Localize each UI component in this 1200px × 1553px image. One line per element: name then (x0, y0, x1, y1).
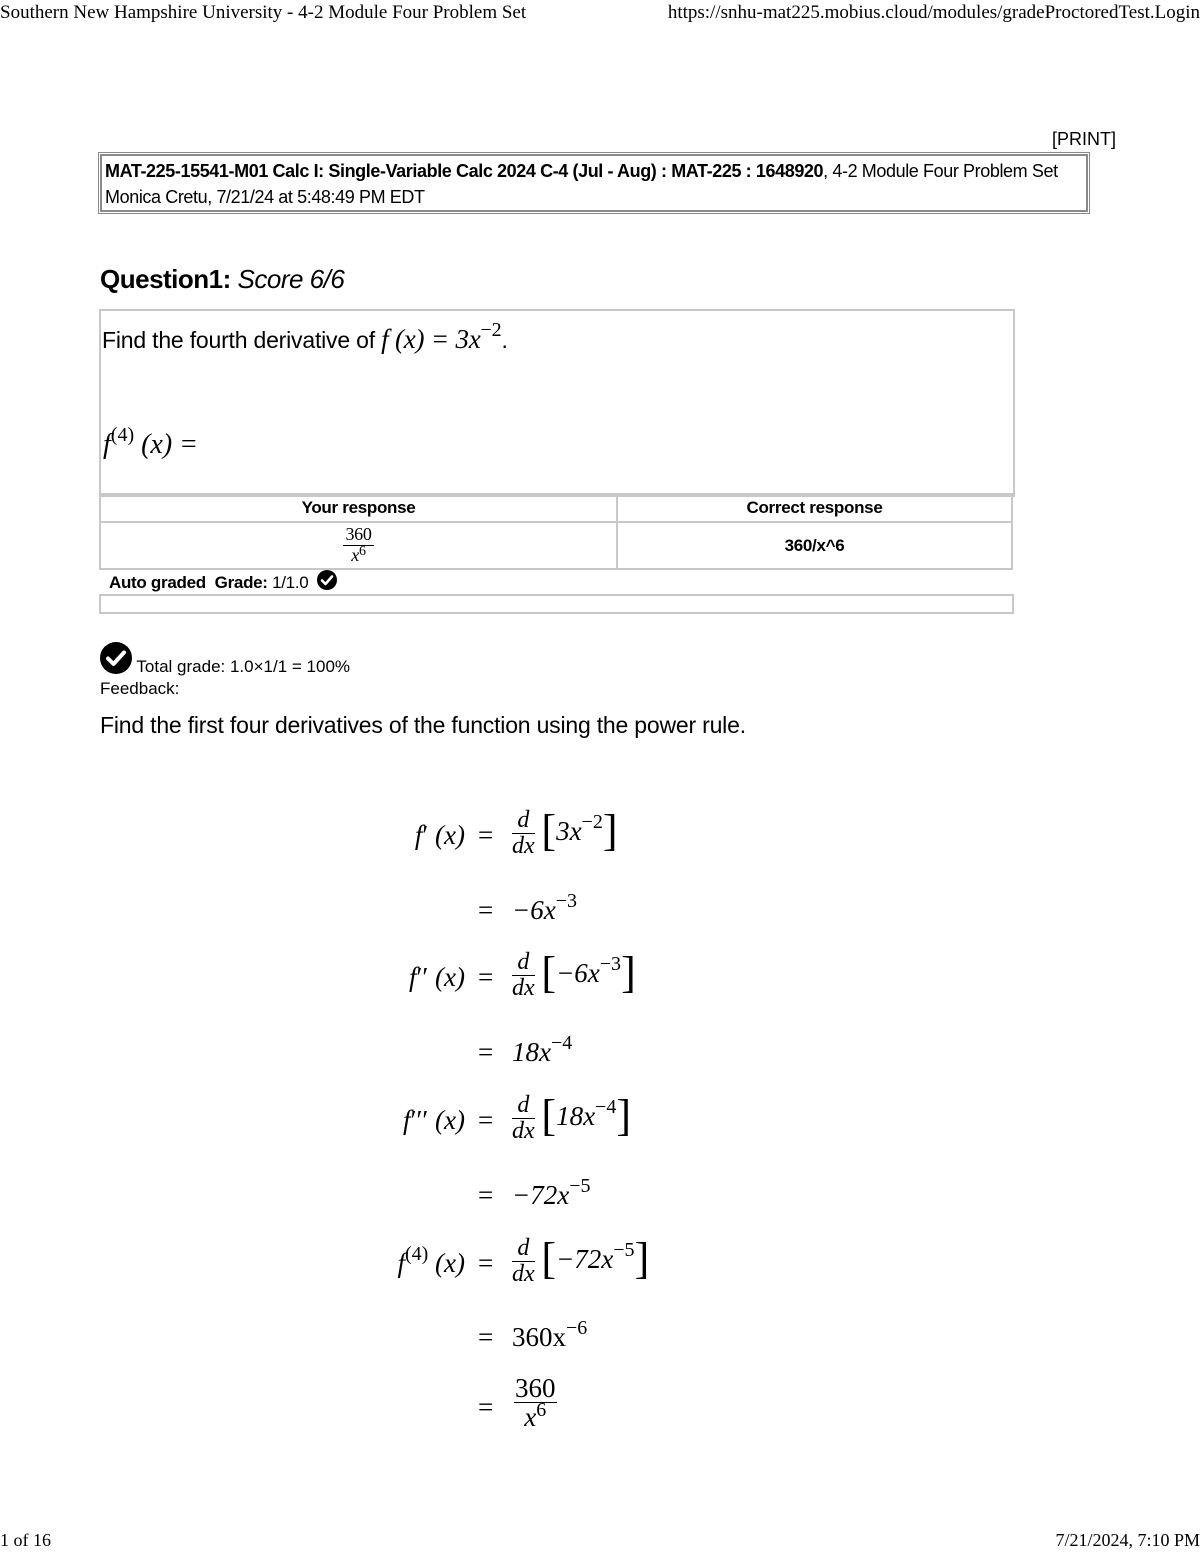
auto-graded-label: Auto graded (109, 572, 206, 592)
question-title (100, 264, 344, 295)
question-score: Score 6/6 (237, 264, 345, 294)
page-header-title: Southern New Hampshire University - 4-2 Module Four Problem Set (0, 2, 527, 23)
your-response-cell: $\frac{360}{x^6}$ (100, 522, 617, 569)
feedback-label: Feedback: (100, 679, 180, 698)
derivation-step: f′′′ (x) = $\frac{d}{dx} [18x^{-4}]$ (403, 1091, 631, 1145)
page-header-url: https://snhu-mat225.mobius.cloud/modules/gradeProctoredTest.Login (667, 2, 1200, 23)
question-box (99, 309, 1015, 497)
course-info-box (100, 154, 1088, 212)
question-prompt-text: Find the fourth derivative of (102, 327, 375, 353)
total-grade-text: Total grade: 1.0×1/1 = 100% (136, 657, 351, 676)
question-label: Question1: (100, 264, 231, 294)
grade-label: Grade: (214, 572, 268, 592)
check-circle-icon (317, 570, 337, 595)
your-response-header: Your response (100, 494, 617, 522)
derivation-result: = $360x^{-6}$ (478, 1317, 588, 1352)
question-prompt (102, 319, 508, 355)
derivation-step: f′′ (x) = $\frac{d}{dx} [-6x^{-3}]$ (408, 948, 636, 1002)
page-number: 1 of 16 (0, 1530, 51, 1550)
course-title: MAT-225-15541-M01 Calc I: Single-Variable Calc 2024 C-4 (Jul - Aug) : MAT-225 : 1648920 (105, 161, 824, 181)
total-grade-row (100, 642, 350, 677)
response-table (99, 493, 1013, 570)
grade-row (109, 571, 337, 596)
grade-value: 1/1.0 (272, 572, 309, 592)
student-line: Monica Cretu, 7/21/24 at 5:48:49 PM EDT (105, 187, 425, 207)
check-circle-large-icon (100, 657, 136, 676)
assignment-name: , 4-2 Module Four Problem Set (823, 161, 1058, 181)
feedback-text: Find the first four derivatives of the function using the power rule. (100, 712, 746, 738)
question-function: f $(x) = 3x^{-2}$ (381, 319, 502, 354)
derivation-step: $f^{(4)}$ (x) = $\frac{d}{dx} [-72x^{-5}]$ (397, 1234, 650, 1288)
question-period: . (501, 327, 508, 353)
derivation-result: = $-6x^{-3}$ (478, 890, 577, 925)
derivation-step: f′ (x) = $\frac{d}{dx} [3x^{-2}]$ (414, 806, 618, 860)
derivation-result: = $-72x^{-5}$ (478, 1175, 591, 1210)
comment-box (99, 594, 1014, 614)
print-link[interactable]: [PRINT] (1052, 129, 1117, 149)
correct-response-cell: 360/x^6 (617, 522, 1012, 569)
answer-prompt: $f^{(4)}$ (x) = (103, 424, 199, 460)
derivation-result: = $18x^{-4}$ (478, 1032, 573, 1067)
derivation-final: = $\frac{360}{x^6}$ (478, 1373, 556, 1433)
print-datetime: 7/21/2024, 7:10 PM (1055, 1530, 1200, 1550)
correct-response-header: Correct response (617, 494, 1012, 522)
